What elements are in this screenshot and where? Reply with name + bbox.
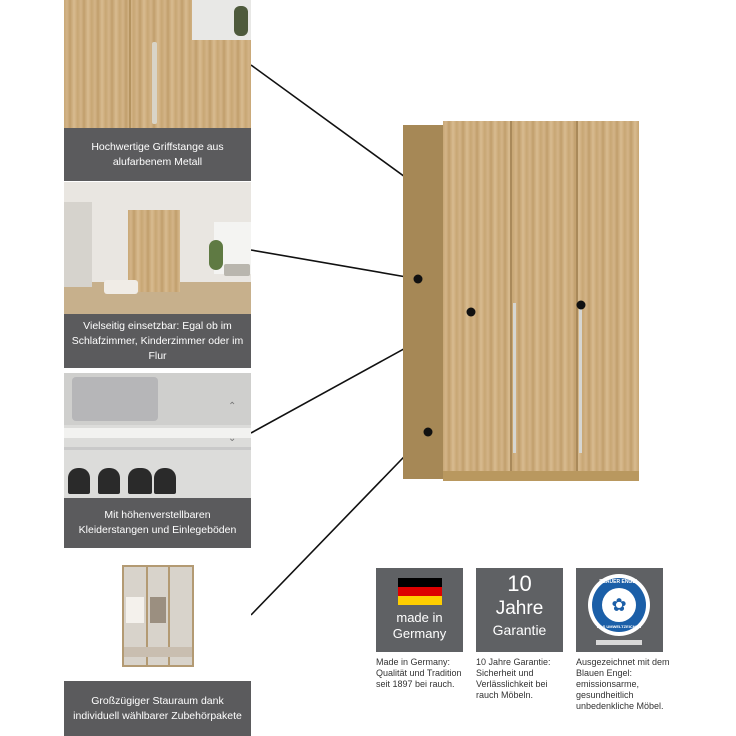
- arrow-up-icon: ⌃: [228, 401, 237, 412]
- callout-dot: [414, 275, 423, 284]
- badge-blue-angel-description: Ausgezeichnet mit dem Blauen Engel: emissionsarme, gesundheitlich unbedenkliche Möbel.: [576, 657, 670, 711]
- badge-made-in-line2: Germany: [392, 626, 447, 641]
- blue-angel-ring-bottom: DAS UMWELTZEICHEN: [596, 624, 642, 629]
- callout-dot: [577, 301, 586, 310]
- badge-made-in-description: Made in Germany: Qualität und Tradition seit 1897 bei rauch.: [376, 657, 462, 689]
- badge-warranty-years: Jahre: [495, 598, 544, 619]
- badge-made-in-germany: [376, 568, 463, 652]
- blue-angel-ring-top: BLAUER ENGEL: [599, 579, 639, 585]
- caption-room: Vielseitig einsetzbar: Egal ob im Schlafzimmer, Kinderzimmer oder im Flur: [64, 314, 251, 368]
- caption-handle: Hochwertige Griffstange aus alufarbenem Metall: [64, 128, 251, 181]
- badge-warranty-label: Garantie: [492, 622, 547, 638]
- badge-made-in-line1: made in: [396, 610, 443, 625]
- caption-rails: Mit höhenverstellbaren Kleiderstangen und Einlegeböden: [64, 498, 251, 548]
- badge-warranty-description: 10 Jahre Garantie: Sicherheit und Verlässlichkeit bei rauch Möbeln.: [476, 657, 551, 700]
- badge-blue-angel: [576, 568, 663, 652]
- callout-dot: [467, 308, 476, 317]
- callout-dot: [424, 428, 433, 437]
- badge-warranty-number: 10: [507, 571, 532, 596]
- germany-flag-icon: [398, 578, 442, 605]
- blue-angel-icon: ✿ BLAUER ENGEL DAS UMWELTZEICHEN: [588, 574, 650, 636]
- badge-warranty: [476, 568, 563, 652]
- caption-storage: Großzügiger Stauraum dank individuell wählbarer Zubehörpakete: [64, 681, 251, 736]
- arrow-down-icon: ⌄: [228, 433, 237, 444]
